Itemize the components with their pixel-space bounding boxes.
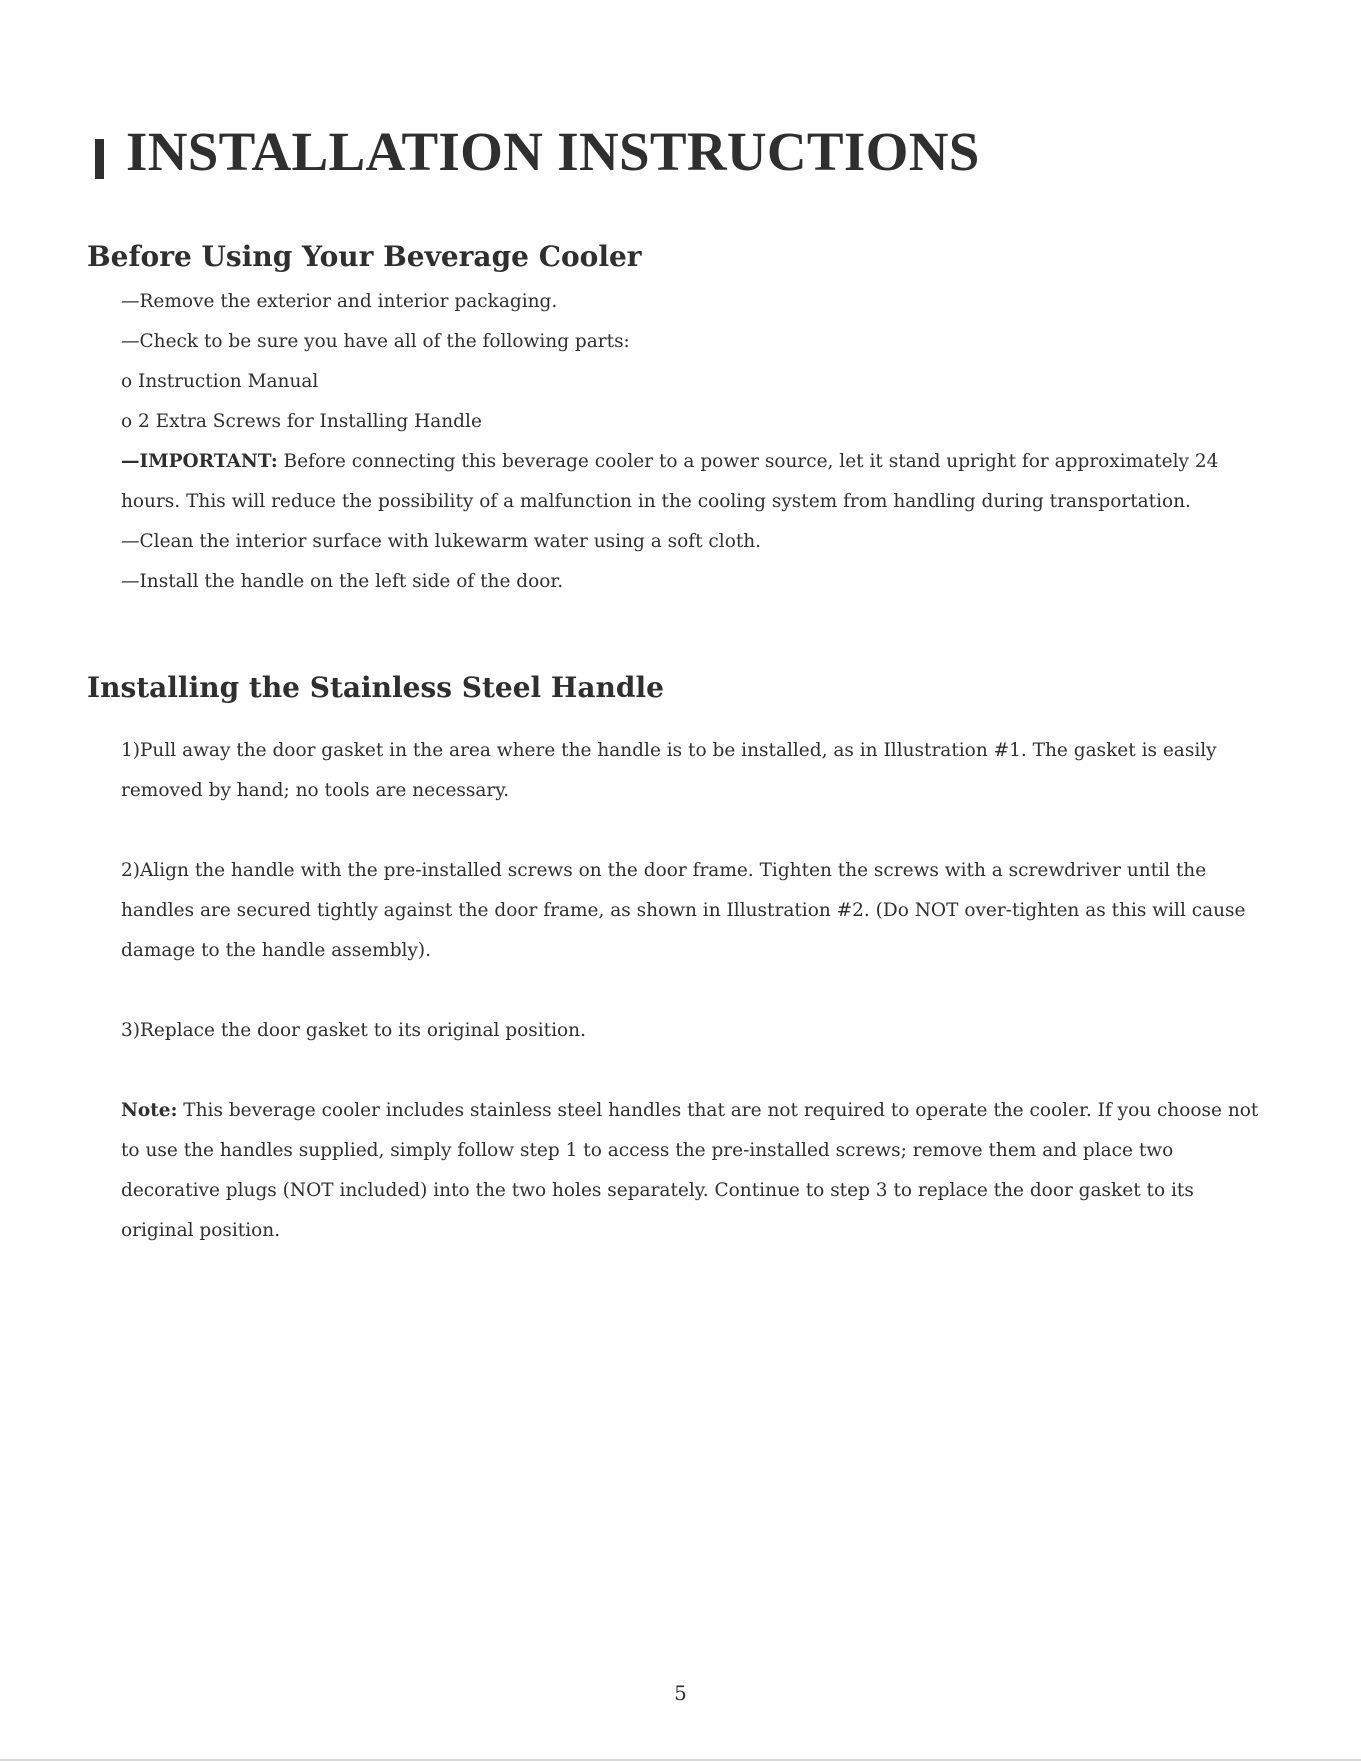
handle-install-heading: Installing the Stainless Steel Handle bbox=[87, 671, 664, 704]
important-line-1 bbox=[121, 449, 1218, 475]
title-accent-bar bbox=[95, 139, 104, 179]
install-handle-item: —Install the handle on the left side of the door. bbox=[121, 571, 564, 592]
before-using-heading: Before Using Your Beverage Cooler bbox=[87, 240, 642, 273]
remove-packaging-item: —Remove the exterior and interior packaging. bbox=[121, 291, 558, 312]
clean-interior-item: —Clean the interior surface with lukewarm water using a soft cloth. bbox=[121, 531, 762, 552]
note-label: Note: bbox=[121, 1100, 178, 1121]
page-title: INSTALLATION INSTRUCTIONS bbox=[126, 121, 980, 182]
page-number: 5 bbox=[674, 1681, 687, 1705]
part-manual-item: o Instruction Manual bbox=[121, 371, 319, 392]
note-paragraph bbox=[121, 1091, 1261, 1251]
page-title-block bbox=[95, 118, 980, 186]
important-text-1: Before connecting this beverage cooler to a power source, let it stand upright for approximately 24 bbox=[277, 451, 1219, 472]
step-1-paragraph: 1)Pull away the door gasket in the area where the handle is to be installed, as in Illustration #1. The gasket is easily removed by hand; no tools are necessary. bbox=[121, 740, 1217, 801]
note-text: This beverage cooler includes stainless steel handles that are not required to operate the cooler. If you choose not to use the handles supplied, simply follow step 1 to access the pre-installed screws; remove them and place two decorative plugs (NOT included) into the two holes separately. Continue to step 3 to replace the door gasket to its original position. bbox=[121, 1100, 1259, 1241]
check-parts-item: —Check to be sure you have all of the following parts: bbox=[121, 331, 630, 352]
important-label: —IMPORTANT: bbox=[121, 451, 278, 472]
important-line-2: hours. This will reduce the possibility of a malfunction in the cooling system from handling during transportation. bbox=[121, 491, 1191, 512]
step-3-paragraph: 3)Replace the door gasket to its original position. bbox=[121, 1020, 586, 1041]
step-2-paragraph: 2)Align the handle with the pre-installed screws on the door frame. Tighten the screws with a screwdriver until the handles are secured tightly against the door frame, as shown in Illustration #2. (Do NOT over-tighten as this will cause damage to the handle assembly). bbox=[121, 860, 1246, 961]
part-screws-item: o 2 Extra Screws for Installing Handle bbox=[121, 411, 482, 432]
